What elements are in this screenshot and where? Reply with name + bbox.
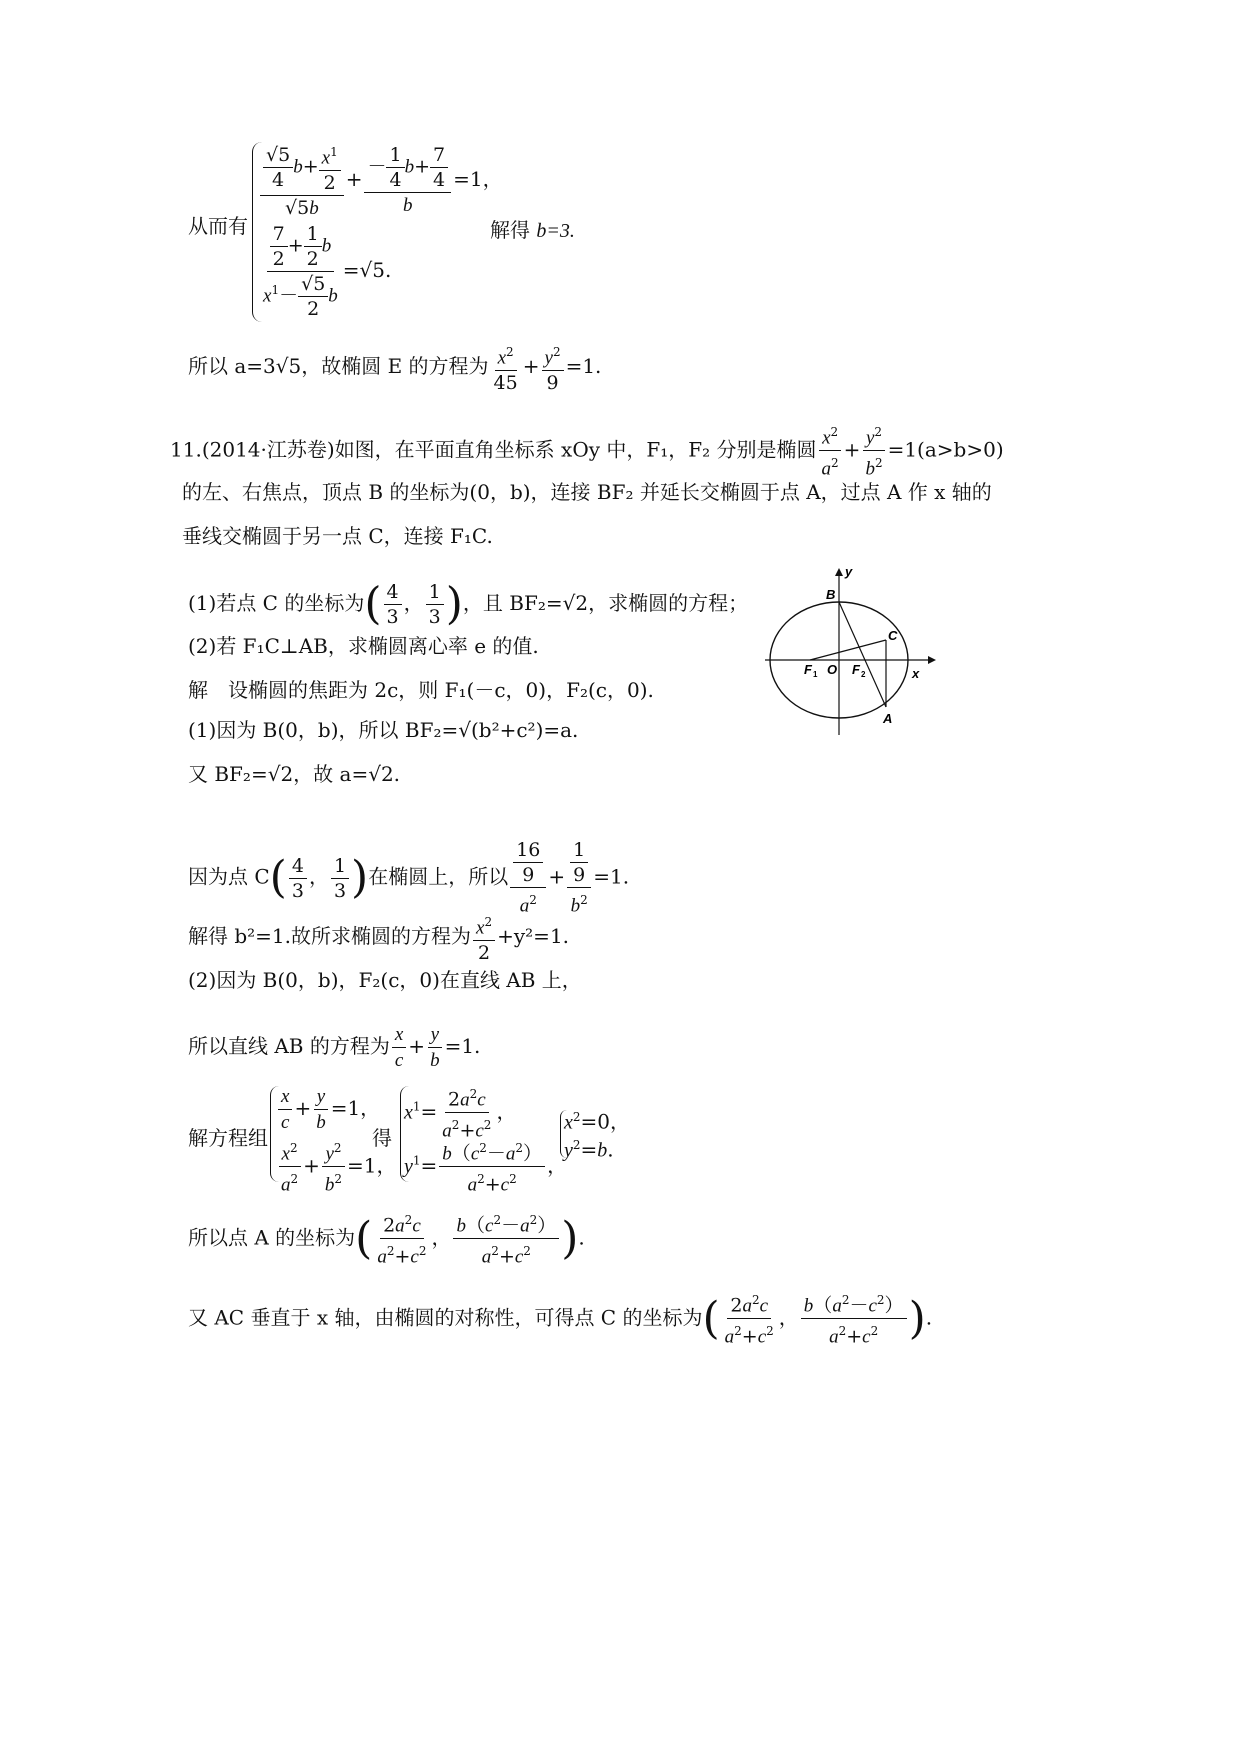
label-B: B	[826, 587, 836, 602]
question-1: (1)若点 C 的坐标为( $\frac{4}{3}$ ， $\frac{1}{3}$ )，且 BF₂=√2，求椭圆的方程；	[188, 578, 749, 630]
system-eq1: $\frac{√5}{4}$ b+ $\frac{x^1}{2}$ √5b + － $\frac{1}{4}$ b+ $\frac{7}{4}$ b =1，	[258, 140, 503, 221]
system3-eq2: $y^1=$ $\frac{b(c^2-a^2)}{a^2+c^2}$ ，	[404, 1136, 567, 1198]
system3-eq1: $x^1=$ $\frac{2a^2c}{a^2+c^2}$ ，	[404, 1082, 516, 1144]
label-F1: F	[804, 662, 812, 677]
label-F1-sub: 1	[813, 670, 818, 679]
question-2: (2)若 F₁C⊥AB，求椭圆离心率 e 的值.	[188, 634, 539, 658]
solution-1-line1: (1)因为 B(0，b)，所以 BF₂=√(b²+c²)=a.	[188, 718, 579, 742]
solution-2-yields: 得	[372, 1126, 392, 1150]
solution-intro: 解 设椭圆的焦距为 2c，则 F₁(－c，0)，F₂(c，0).	[188, 678, 654, 702]
system2-eq1: $\frac{x}{c}$ + $\frac{y}{b}$ =1，	[276, 1084, 380, 1135]
y-axis-arrow-icon	[835, 568, 843, 576]
ellipse-conclusion: 所以 a=3√5，故椭圆 E 的方程为 $\frac{x^2}{45}$ + $\frac{y^2}{9}$ =1.	[188, 340, 601, 395]
system-solution: 解得 b=3.	[490, 218, 575, 242]
label-A: A	[883, 711, 893, 726]
segment-BA	[839, 602, 886, 707]
solution-2-system-label: 解方程组	[188, 1126, 268, 1150]
label-F2: F	[852, 662, 860, 677]
problem-11-line2: 的左、右焦点，顶点 B 的坐标为(0，b)，连接 BF₂ 并延长交椭圆于点 A，过点 A 作 x 轴的	[182, 480, 992, 504]
solution-1-line4: 解得 b²=1.故所求椭圆的方程为 $\frac{x^2}{2}$ +y²=1.	[188, 910, 569, 965]
system2-eq2: $\frac{x^2}{a^2}$ + $\frac{y^2}{b^2}$ =1，	[276, 1136, 397, 1198]
label-O: O	[827, 662, 838, 677]
x-axis-arrow-icon	[928, 656, 936, 664]
label-F2-sub: 2	[861, 670, 866, 679]
label-x: x	[912, 666, 920, 681]
problem-11-line3: 垂线交椭圆于另一点 C，连接 F₁C.	[182, 524, 493, 548]
solution-2-line1: (2)因为 B(0，b)，F₂(c，0)在直线 AB 上，	[188, 968, 582, 992]
solution-2-line2: 所以直线 AB 的方程为 $\frac{x}{c}$ + $\frac{y}{b}$ =1.	[188, 1024, 481, 1071]
label-C: C	[888, 628, 898, 643]
system-eq2-rhs: =√5.	[342, 258, 392, 282]
system4: $x^2=0$， $y^2=b$.	[564, 1109, 631, 1162]
label-y: y	[845, 564, 853, 579]
ellipse-figure	[760, 560, 940, 740]
problem-11-line1: 11.(2014·江苏卷)如图，在平面直角坐标系 xOy 中，F₁，F₂ 分别是椭圆 $\frac{x^2}{a^2}$ + $\frac{y^2}{b^2}$ =1(a>b>0)	[170, 420, 1004, 482]
system-eq1-rhs: =1，	[453, 167, 503, 192]
problem-source: (2014·江苏卷)	[201, 437, 335, 462]
solution-1-line2: 又 BF₂=√2，故 a=√2.	[188, 762, 401, 786]
solution-2-point-C: 又 AC 垂直于 x 轴，由椭圆的对称性，可得点 C 的坐标为( $\frac{2a^2c}{a^2+c^2}$ ， $\frac{b(a^2-c^2)}{a^2+c^2}$ ).	[188, 1288, 932, 1350]
problem-number: 11.	[170, 437, 202, 462]
solution-1-line3: 因为点 C( $\frac{4}{3}$ ， $\frac{1}{3}$ )在椭圆上，所以 $\frac{\frac{16}{9}}{a^2}$ + $\frac{\frac{1}{9}}{b^2}$ =1.	[188, 839, 630, 917]
solution-2-point-A: 所以点 A 的坐标为( $\frac{2a^2c}{a^2+c^2}$ ， $\frac{b(c^2-a^2)}{a^2+c^2}$ ).	[188, 1208, 585, 1270]
system-eq2: $\frac{7}{2}$ + $\frac{1}{2}$ b $x^1-$ $\frac{√5}{2}$ b =√5.	[263, 223, 392, 320]
segment-F1C	[810, 640, 886, 660]
system-label: 从而有	[188, 214, 248, 238]
